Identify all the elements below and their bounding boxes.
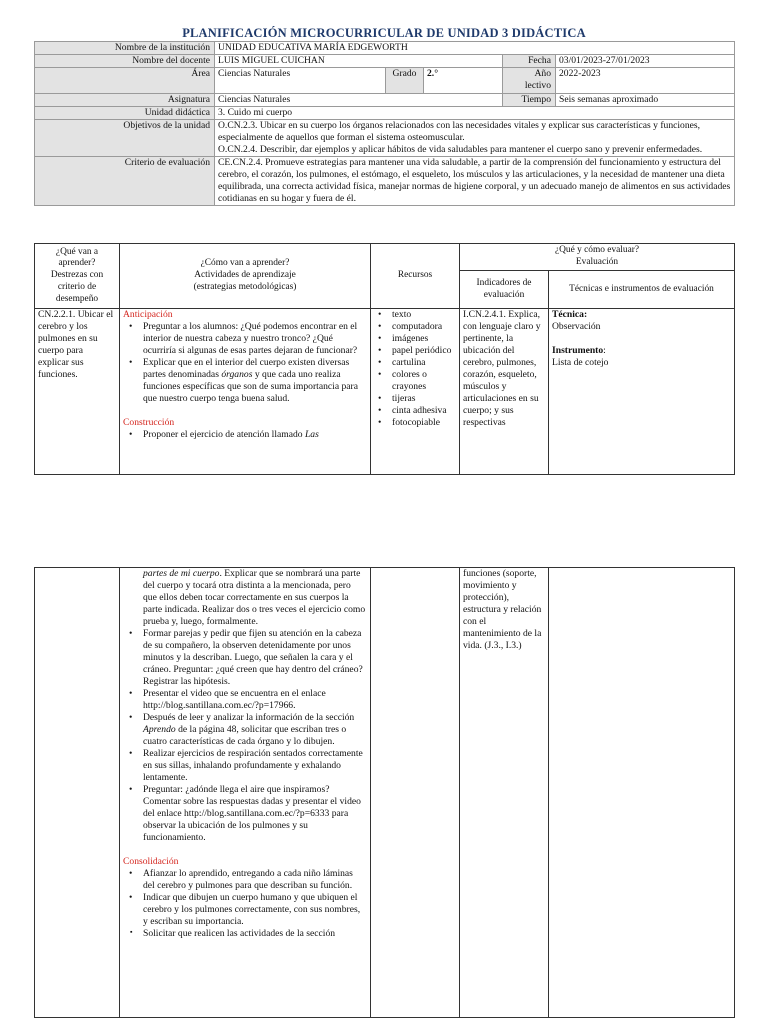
list-item: • colores o crayones <box>392 369 456 393</box>
school-year-label: Año lectivo <box>503 67 556 93</box>
technique-value: Observación <box>552 320 601 332</box>
skill-cell-continued <box>35 568 120 1018</box>
list-item: • Indicar que dibujen un cuerpo humano y que ubiquen el cerebro y los pulmones correctamente, con sus nombres, y escriban su importancia. <box>143 892 367 928</box>
technique-label: Técnica <box>552 309 584 320</box>
objective-1: O.CN.2.3. Ubicar en su cuerpo los órganos relacionados con las necesidades vitales y explicar sus características y funciones, especialmente de aquellos que forman el sistema osteomuscular. <box>218 119 701 143</box>
list-item: • papel periódico <box>392 345 456 357</box>
time-value: Seis semanas aproximado <box>556 93 735 106</box>
header-skills-question: ¿Qué van a aprender? <box>55 246 99 269</box>
list-item: • tijeras <box>392 393 456 405</box>
header-indicators: Indicadores de evaluación <box>460 271 549 309</box>
page-title: PLANIFICACIÓN MICROCURRICULAR DE UNIDAD 3 DIDÁCTICA <box>182 26 586 40</box>
anticipation-list <box>123 321 367 405</box>
list-item: • computadora <box>392 321 456 333</box>
activities-cell <box>120 309 371 475</box>
list-item: • Formar parejas y pedir que fijen su atención en la cabeza de su compañero, la observen detenidamente por unos minutos y la describan. Luego, que señalen la cara y el cráneo. Preguntar: ¿qué creen que hay dentro del cráneo? Registrar las hipótesis. <box>143 628 367 688</box>
unit-label: Unidad didáctica <box>35 106 215 119</box>
list-item: ▪ Solicitar que realicen las actividades de la sección <box>143 928 367 940</box>
list-item: • Afianzar lo aprendido, entregando a cada niño láminas del cerebro y pulmones para que describan su función. <box>143 868 367 892</box>
area-value: Ciencias Naturales <box>215 67 386 93</box>
consolidation-list <box>123 868 367 940</box>
consolidation-heading: Consolidación <box>123 855 179 867</box>
header-evaluation-question: ¿Qué y cómo evaluar? <box>554 245 640 256</box>
list-item: • cinta adhesiva <box>392 405 456 417</box>
objectives-label: Objetivos de la unidad <box>35 119 215 156</box>
objective-2: O.CN.2.4. Describir, dar ejemplos y aplicar hábitos de vida saludables para mantener el cuerpo sano y prevenir enfermedades. <box>218 143 703 155</box>
grade-label: Grado <box>386 67 424 93</box>
objectives-value <box>215 119 735 156</box>
header-evaluation-label: Evaluación <box>575 257 619 267</box>
construction-continued: partes de mi cuerpo. Explicar que se nombrará una parte del cuerpo y tocará otra distinta a la mencionada, pero que ellos deben tocar correctamente en sus cuerpos la parte indicada. Realizar dos o tres veces el ejercicio como prueba y, luego, formalmente. <box>143 568 366 627</box>
planning-table-continued <box>34 567 735 1018</box>
header-skills-label: Destrezas con criterio de desempeño <box>50 270 104 304</box>
institution-value: UNIDAD EDUCATIVA MARÍA EDGEWORTH <box>215 42 735 55</box>
construction-list <box>123 429 367 441</box>
unit-value: 3. Cuido mi cuerpo <box>215 106 735 119</box>
school-year-value: 2022-2023 <box>556 67 735 93</box>
activities-cell-continued <box>120 568 371 1018</box>
list-item: • Preguntar a los alumnos: ¿Qué podemos encontrar en el interior de nuestra cabeza y nuestro tronco? ¿Qué ocurriría si algunas de esas partes dejaran de funcionar? <box>143 321 367 357</box>
indicators-cell-continued: funciones (soporte, movimiento y protección), estructura y relación con el mantenimiento de la vida. (J.3., I.3.) <box>460 568 549 1018</box>
header-techniques: Técnicas e instrumentos de evaluación <box>549 271 735 309</box>
indicators-cell: I.CN.2.4.1. Explica, con lenguaje claro y pertinente, la ubicación del cerebro, pulmones, corazón, esqueleto, músculos y articulaciones en su cuerpo; y sus respectivas <box>460 309 549 475</box>
instrument-label: Instrumento <box>552 344 604 356</box>
planning-table <box>34 243 735 475</box>
resources-cell-continued <box>371 568 460 1018</box>
list-item: • Presentar el video que se encuentra en el enlace http://blog.santillana.com.ec/?p=17966. <box>143 688 367 712</box>
teacher-label: Nombre del docente <box>35 54 215 67</box>
criteria-label: Criterio de evaluación <box>35 156 215 205</box>
header-activities-sub: (estrategias metodológicas) <box>193 281 297 292</box>
skill-cell: CN.2.2.1. Ubicar el cerebro y los pulmones en su cuerpo para explicar sus funciones. <box>35 309 120 475</box>
date-label: Fecha <box>503 54 556 67</box>
header-resources: Recursos <box>371 244 460 309</box>
list-item: • Realizar ejercicios de respiración sentados correctamente en sus sillas, inhalando profundamente y exhalando lentamente. <box>143 748 367 784</box>
header-evaluation <box>460 244 735 271</box>
header-activities <box>120 244 371 309</box>
list-item: • imágenes <box>392 333 456 345</box>
subject-value: Ciencias Naturales <box>215 93 503 106</box>
date-value: 03/01/2023-27/01/2023 <box>556 54 735 67</box>
list-item: • Explicar que en el interior del cuerpo existen diversas partes denominadas órganos y que cada uno realiza funciones específicas que son de suma importancia para que nuestro cuerpo tenga buena salud. <box>143 357 367 405</box>
teacher-value: LUIS MIGUEL CUICHAN <box>215 54 503 67</box>
info-table <box>34 41 735 206</box>
subject-label: Asignatura <box>35 93 215 106</box>
list-item: • Preguntar: ¿adónde llega el aire que inspiramos? Comentar sobre las respuestas dadas y presentar el video del enlace http://blog.santillana.com.ec/?p=6333 para observar la ubicación de los pulmones y su funcionamiento. <box>143 784 367 844</box>
anticipation-heading: Anticipación <box>123 309 173 320</box>
list-item: • texto <box>392 309 456 321</box>
resources-cell <box>371 309 460 475</box>
institution-label: Nombre de la institución <box>35 42 215 55</box>
list-item: • cartulina <box>392 357 456 369</box>
techniques-cell: Técnica: Observación Instrumento: Lista de cotejo <box>549 309 735 475</box>
resources-list <box>374 309 456 429</box>
list-item: • Proponer el ejercicio de atención llamado Las <box>143 429 367 441</box>
header-skills <box>35 244 120 309</box>
construction-list-continued <box>123 628 367 844</box>
time-label: Tiempo <box>503 93 556 106</box>
header-activities-label: Actividades de aprendizaje <box>194 270 296 281</box>
criteria-value: CE.CN.2.4. Promueve estrategias para mantener una vida saludable, a partir de la comprensión del funcionamiento y estructura del cerebro, el corazón, los pulmones, el estómago, el esqueleto, los músculos y las articulaciones, y la necesidad de mantener una dieta equilibrada, una correcta actividad física, manejar normas de higiene corporal, y un adecuado manejo de alimentos en sus actividades cotidianas en su hogar y fuera de él. <box>215 156 735 205</box>
grade-value: 2.° <box>424 67 503 93</box>
list-item: • fotocopiable <box>392 417 456 429</box>
header-activities-question: ¿Cómo van a aprender? <box>200 258 290 269</box>
list-item: • Después de leer y analizar la información de la sección Aprendo de la página 48, solicitar que escriban tres o cuatro características de cada órgano y lo dibujen. <box>143 712 367 748</box>
techniques-cell-continued <box>549 568 735 1018</box>
construction-heading: Construcción <box>123 416 175 428</box>
area-label: Área <box>35 67 215 93</box>
instrument-value: Lista de cotejo <box>552 356 609 368</box>
